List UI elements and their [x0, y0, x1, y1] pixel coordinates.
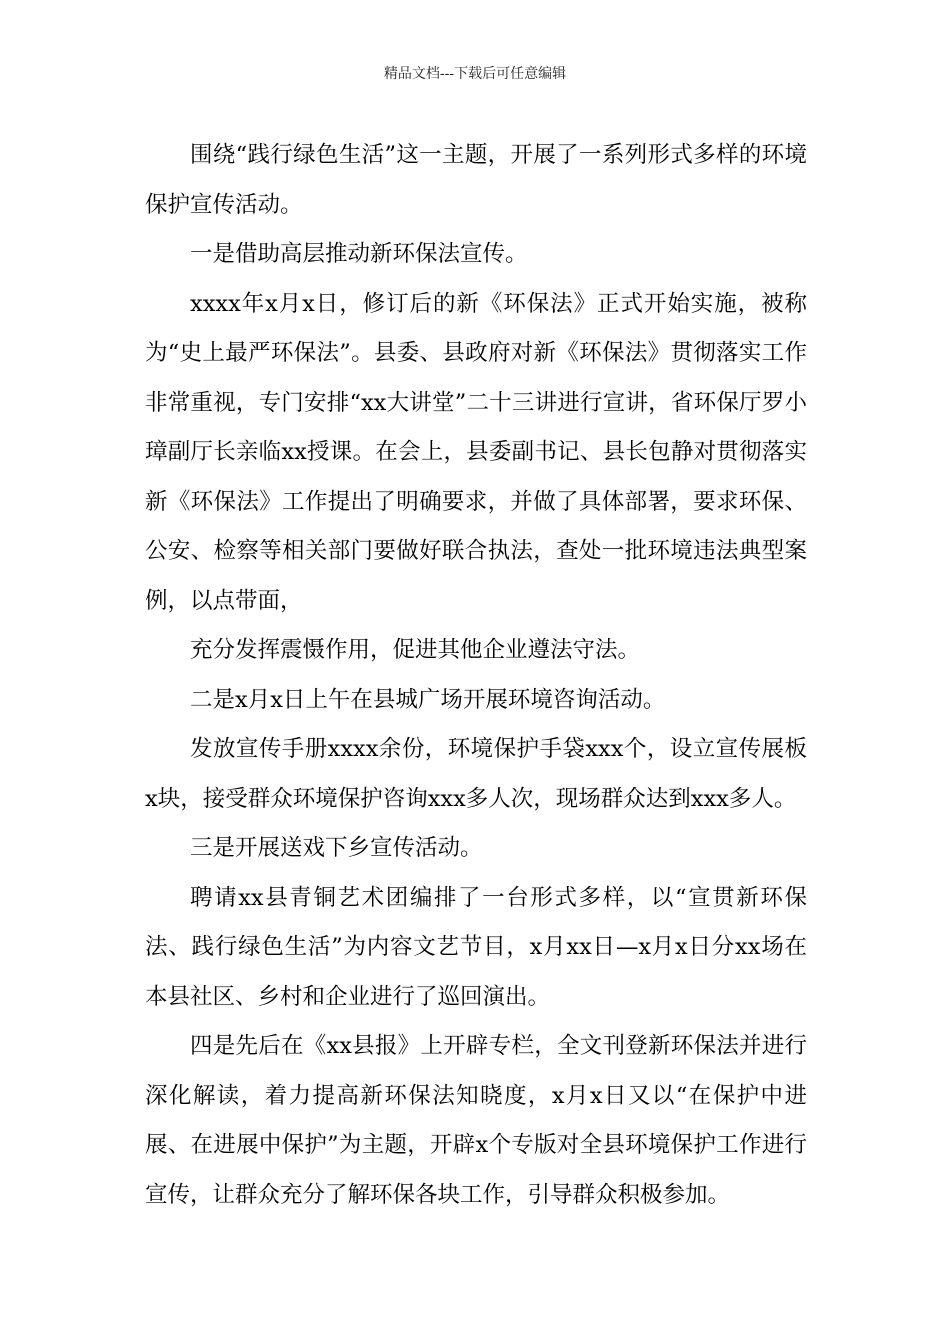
paragraph: 三是开展送戏下乡宣传活动。: [190, 835, 483, 861]
paragraph: 二是x月x日上午在县城广场开展环境咨询活动。: [190, 686, 666, 713]
paragraph: 一是借助高层推动新环保法宣传。: [190, 241, 528, 267]
paragraph: 充分发挥震慑作用，促进其他企业遵法守法。: [190, 637, 641, 663]
paragraph: xxxx年x月x日，修订后的新《环保法》正式开始实施，被称为“史上最严环保法”。县委、县政府对新《环保法》贯彻落实工作非常重视，专门安排“xx大讲堂”二十三讲进行宣讲，省环保厅罗小璋副厅长亲临xx授课。在会上，县委副书记、县长包静对贯彻落实新《环保法》工作提出了明确要求，并做了具体部署，要求环保、公安、检察等相关部门要做好联合执法，查处一批环境违法典型案例，以点带面，: [145, 290, 807, 614]
paragraph: 聘请xx县青铜艺术团编排了一台形式多样，以“宣贯新环保法、践行绿色生活”为内容文艺节目，x月xx日—x月x日分xx场在本县社区、乡村和企业进行了巡回演出。: [145, 884, 807, 1010]
paragraph: 发放宣传手册xxxx余份，环境保护手袋xxx个，设立宣传展板x块，接受群众环境保护咨询xxx多人次，现场群众达到xxx多人。: [145, 736, 807, 812]
document-body: [145, 131, 807, 1220]
page-header: 精品文档---下载后可任意编辑: [383, 66, 567, 82]
paragraph: 四是先后在《xx县报》上开辟专栏，全文刊登新环保法并进行深化解读，着力提高新环保法知晓度，x月x日又以“在保护中进展、在进展中保护”为主题，开辟x个专版对全县环境保护工作进行宣传，让群众充分了解环保各块工作，引导群众积极参加。: [145, 1033, 807, 1208]
paragraph: 围绕“践行绿色生活”这一主题，开展了一系列形式多样的环境保护宣传活动。: [145, 142, 807, 218]
